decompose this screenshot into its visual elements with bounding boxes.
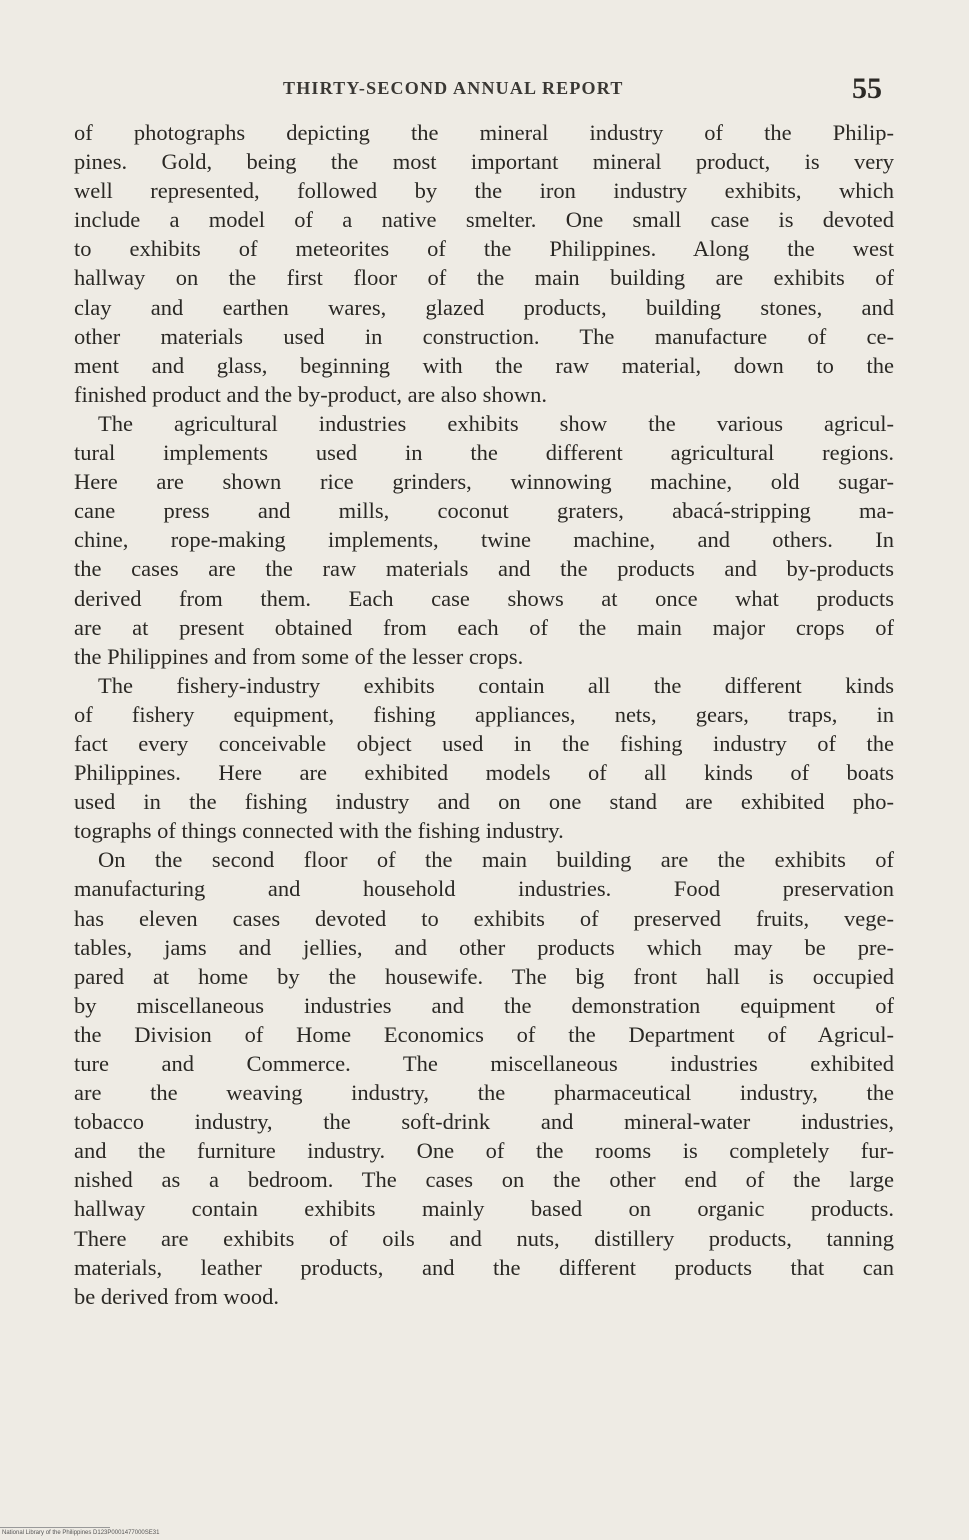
footer-divider [0,1527,110,1528]
text-line: There are exhibits of oils and nuts, distillery products, tanning [74,1225,894,1251]
text-line: tographs of things connected with the fishing industry. [74,818,564,844]
text-line: clay and earthen wares, glazed products, building stones, and [74,294,894,320]
text-line: well represented, followed by the iron industry exhibits, which [74,178,894,204]
text-line: are the weaving industry, the pharmaceutical industry, the [74,1080,894,1106]
text-line: derived from them. Each case shows at once what products [74,585,894,611]
body-text [74,118,894,1311]
text-line: tural implements used in the different agricultural regions. [74,440,894,466]
paragraph [74,845,894,1311]
text-line: nished as a bedroom. The cases on the other end of the large [74,1167,894,1193]
text-line: Here are shown rice grinders, winnowing machine, old sugar- [74,469,894,495]
text-line: On the second floor of the main building are the exhibits of [98,847,894,873]
text-line: ture and Commerce. The miscellaneous industries exhibited [74,1051,894,1076]
text-line: the Philippines and from some of the lesser crops. [74,643,524,669]
text-line: The fishery-industry exhibits contain all the different kinds [98,672,894,698]
text-line: include a model of a native smelter. One small case is devoted [74,207,894,233]
text-line: by miscellaneous industries and the demonstration equipment of [74,992,894,1018]
text-line: to exhibits of meteorites of the Philippines. Along the west [74,236,894,262]
text-line: finished product and the by-product, are also shown. [74,381,548,407]
text-line: has eleven cases devoted to exhibits of preserved fruits, vege- [74,905,894,931]
text-line: materials, leather products, and the different products that can [74,1254,894,1280]
text-line: fact every conceivable object used in the fishing industry of the [74,730,894,756]
paragraph [74,118,894,409]
text-line: Philippines. Here are exhibited models of all kinds of boats [74,760,894,786]
text-line: pared at home by the housewife. The big front hall is occupied [74,963,894,989]
digitization-credit: National Library of the Philippines D123P0001477000SE31 [2,1530,160,1536]
text-line: hallway on the first floor of the main building are exhibits of [74,265,894,291]
text-line: the Division of Home Economics of the Department of Agricul- [74,1021,894,1047]
text-line: of photographs depicting the mineral industry of the Philip- [74,120,894,145]
text-line: manufacturing and household industries. Food preservation [74,876,894,902]
text-line: ment and glass, beginning with the raw material, down to the [74,352,894,378]
text-line: and the furniture industry. One of the rooms is completely fur- [74,1138,894,1164]
text-line: the cases are the raw materials and the products and by-products [74,556,894,582]
text-line: of fishery equipment, fishing appliances, nets, gears, traps, in [74,701,894,727]
text-line: used in the fishing industry and on one stand are exhibited pho- [74,789,894,815]
text-line: are at present obtained from each of the main major crops of [74,614,894,640]
text-line: tables, jams and jellies, and other products which may be pre- [74,934,894,960]
text-line: chine, rope-making implements, twine machine, and others. In [74,527,894,553]
page-number: 55 [852,72,882,105]
text-line: tobacco industry, the soft-drink and mineral-water industries, [74,1109,894,1135]
text-line: The agricultural industries exhibits show the various agricul- [98,410,894,436]
text-line: hallway contain exhibits mainly based on organic products. [74,1196,894,1222]
paragraph [74,409,894,671]
paragraph [74,671,894,846]
text-line: cane press and mills, coconut graters, abacá-stripping ma- [74,498,894,524]
text-line: be derived from wood. [74,1283,279,1309]
text-line: pines. Gold, being the most important mineral product, is very [74,149,894,175]
running-title: THIRTY-SECOND ANNUAL REPORT [283,78,624,98]
text-line: other materials used in construction. The manufacture of ce- [74,323,894,349]
running-header [0,72,969,112]
